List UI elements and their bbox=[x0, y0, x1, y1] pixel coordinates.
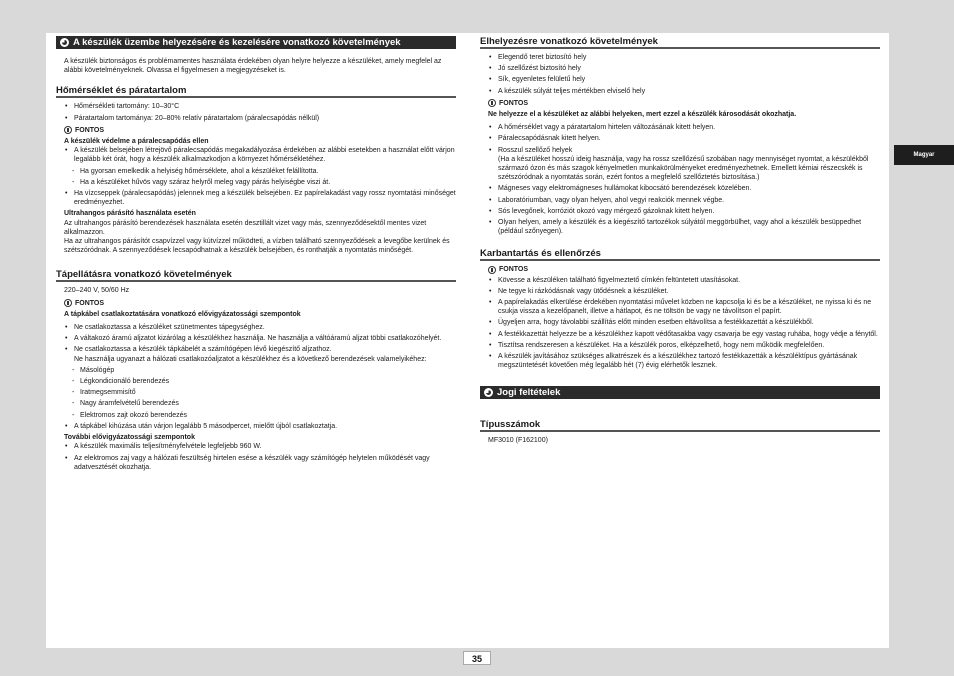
list-item: • Olyan helyen, amely a készülék és a kiegészítő tartozékok súlyától meggörbülhet, vagy ahol a készülék besüppedhet (például szőnyegen). bbox=[480, 218, 880, 236]
list-item: • Ügyeljen arra, hogy távolabbi szállítás előtt minden esetben eltávolítsa a festékkazettát a készülékből. bbox=[480, 318, 880, 327]
fontos-label: FONTOS bbox=[488, 265, 880, 274]
list-item: • A készülék maximális teljesítményfelvétele legfeljebb 960 W. bbox=[56, 442, 456, 451]
subheading-condensation: A készülék védelme a páralecsapódás ellen bbox=[64, 138, 209, 146]
document-page bbox=[46, 33, 889, 648]
dash-item: - Elektromos zajt okozó berendezés bbox=[56, 411, 456, 420]
dash-item: - Ha a készüléket hűvös vagy száraz helyről meleg vagy párás helyiségbe viszi át. bbox=[56, 178, 456, 187]
list-item: • Ne tegye ki rázkódásnak vagy ütődésnek a készüléket. bbox=[480, 287, 880, 296]
placement-list bbox=[480, 53, 880, 96]
list-item: • A festékkazettát helyezze be a készülékhez kapott védőtasakba vagy csavarja be egy vastag ruhába, hogy védje a fénytől. bbox=[480, 330, 880, 339]
list-item-text: Ne csatlakoztassa a készülék tápkábelét a számítógépen lévő kiegészítő aljzathoz. bbox=[74, 346, 332, 354]
dash-item: - Másológép bbox=[56, 366, 456, 375]
list-item: • Kövesse a készüléken található figyelmeztető címkén feltüntetett utasításokat. bbox=[480, 276, 880, 285]
list-item: • Hőmérsékleti tartomány: 10–30°C bbox=[56, 102, 456, 111]
maintenance-list bbox=[480, 276, 880, 371]
section-bullet-icon bbox=[60, 38, 69, 47]
list-item bbox=[480, 146, 880, 183]
subheading-power-cord: A tápkábel csatlakoztatására vonatkozó elővigyázatossági szempontok bbox=[64, 310, 301, 318]
dash-item: - Nagy áramfelvételű berendezés bbox=[56, 399, 456, 408]
list-item: • Ha vízcseppek (páralecsapódás) jelennek meg a készülék belsejében. Ez papírelakadást vagy rossz nyomtatási minőséget eredményezhet. bbox=[56, 189, 456, 207]
list-item: • Sík, egyenletes felületű hely bbox=[480, 75, 880, 84]
list-item-note: (Ha a készüléket hosszú ideig használja, vagy ha rossz szellőzésű szobában nagy mennyiséget nyomtat, a készülékből származó ózon és más szagok kényelmetlen munkakörülményeket eredményezhetnek. Emellett kémiai részecskék is szétszóródnak a nyomtatás során, ezért fontos a megfelelő szellőztetés biztosítása.) bbox=[498, 155, 869, 182]
list-item: • Páralecsapódásnak kitett helyen. bbox=[480, 134, 880, 143]
page-number: 35 bbox=[463, 651, 491, 665]
important-icon bbox=[64, 126, 72, 134]
voltage-text: 220–240 V, 50/60 Hz bbox=[64, 287, 130, 295]
list-item: • Laboratóriumban, vagy olyan helyen, ahol vegyi reakciók mennek végbe. bbox=[480, 196, 880, 205]
important-icon bbox=[488, 99, 496, 107]
list-item: • A hőmérséklet vagy a páratartalom hirtelen változásának kitett helyen. bbox=[480, 123, 880, 132]
section-title-placement: Elhelyezésre vonatkozó követelmények bbox=[480, 36, 880, 49]
language-tab: Magyar bbox=[894, 145, 954, 165]
list-item: • Sós levegőnek, korróziót okozó vagy mérgező gázoknak kitett helyen. bbox=[480, 207, 880, 216]
list-item: • A tápkábel kihúzása után várjon legalább 5 másodpercet, mielőtt újból csatlakoztatja. bbox=[56, 422, 456, 431]
list-item: • A készülék belsejében létrejövő páralecsapódás megakadályozása érdekében az alábbi esetekben a használat előtt várjon legalább két órát, hogy a készülék alkalmazkodjon a környezet hőmérsékletéhez. bbox=[56, 146, 456, 164]
list-item: • Az elektromos zaj vagy a hálózati feszültség hirtelen esése a készülék vagy számítógép helytelen működését vagy adatvesztését okozhatja. bbox=[56, 454, 456, 472]
humidifier-text-2: Ha az ultrahangos párásítót csapvízzel vagy kútvízzel működteti, a vízben található szennyeződések a levegőbe kerülnek és szétszóródnak. A szennyeződések lecsapódhatnak a készülék belsejében, és ronthatják a nyomtatás minőségét. bbox=[64, 238, 450, 255]
subheading-avoid-places: Ne helyezze el a készüléket az alábbi helyeken, mert ezzel a készülék károsodását okozhatja. bbox=[488, 111, 797, 119]
list-item: • Páratartalom tartománya: 20–80% relatív páratartalom (páralecsapódás nélkül) bbox=[56, 114, 456, 123]
dash-item: - Légkondicionáló berendezés bbox=[56, 377, 456, 386]
model-number: MF3010 (F162100) bbox=[488, 437, 548, 445]
list-item: • A készülék javításához szükséges alkatrészek és a készülékhez tartozó festékkazetták a készüléktípus gyártásának megszüntetését követően még legalább hét (7) évig elérhetők lesznek. bbox=[480, 352, 880, 370]
list-item-text: Rosszul szellőző helyek bbox=[498, 146, 573, 154]
list-item bbox=[56, 345, 456, 363]
section-title-power: Tápellátásra vonatkozó követelmények bbox=[56, 269, 456, 282]
important-icon bbox=[64, 299, 72, 307]
list-item: • A papírelakadás elkerülése érdekében nyomtatási művelet közben ne kapcsolja ki és be a készüléket, ne nyissa ki és ne csukja vissza a kezelőpanelt, illetve a hátlapot, és ne töltsön be vagy ne távolítson el papírt. bbox=[480, 298, 880, 316]
power-cord-list bbox=[56, 323, 456, 431]
further-list bbox=[56, 442, 456, 472]
left-column bbox=[56, 36, 456, 474]
section-title-temperature: Hőmérséklet és páratartalom bbox=[56, 85, 456, 98]
right-column bbox=[480, 36, 880, 446]
list-item: • Ne csatlakoztassa a készüléket szünetmentes tápegységhez. bbox=[56, 323, 456, 332]
condensation-list bbox=[56, 146, 456, 207]
important-icon bbox=[488, 266, 496, 274]
list-item: • Jó szellőzést biztosító hely bbox=[480, 64, 880, 73]
section-title-maintenance: Karbantartás és ellenőrzés bbox=[480, 248, 880, 261]
list-item: • Mágneses vagy elektromágneses hullámokat kibocsátó berendezések közelében. bbox=[480, 184, 880, 193]
list-item: • A készülék súlyát teljes mértékben elviselő hely bbox=[480, 87, 880, 96]
dash-item: - Iratmegsemmisítő bbox=[56, 388, 456, 397]
list-item-text: Ne használja ugyanazt a hálózati csatlakozóaljzatot a készülékhez és a következő berendezések valamelyikéhez: bbox=[74, 355, 427, 363]
fontos-label: FONTOS bbox=[64, 126, 456, 135]
temperature-list bbox=[56, 102, 456, 122]
intro-text: A készülék biztonságos és problémamentes használata érdekében olyan helyre helyezze a készüléket, amely megfelel az alábbi követelményeknek. Olvassa el figyelmesen a megjegyzéseket is. bbox=[64, 58, 442, 75]
list-item: • Tisztítsa rendszeresen a készüléket. Ha a készülék poros, elképzelhető, hogy nem működik megfelelően. bbox=[480, 341, 880, 350]
list-item: • Elegendő teret biztosító hely bbox=[480, 53, 880, 62]
humidifier-text-1: Az ultrahangos párásító berendezések használata esetén desztillált vizet vagy más, szennyeződésektől mentes vizet alkalmazzon. bbox=[64, 219, 427, 236]
dash-item: - Ha gyorsan emelkedik a helyiség hőmérséklete, ahol a készüléket felállította. bbox=[56, 167, 456, 176]
fontos-label: FONTOS bbox=[64, 299, 456, 308]
requirements-header-bar bbox=[56, 36, 456, 49]
section-title-models: Típusszámok bbox=[480, 419, 880, 432]
fontos-label: FONTOS bbox=[488, 99, 880, 108]
subheading-humidifier: Ultrahangos párásító használata esetén bbox=[64, 210, 196, 218]
requirements-header: A készülék üzembe helyezésére és kezelésére vonatkozó követelmények bbox=[73, 37, 401, 48]
legal-header: Jogi feltételek bbox=[497, 387, 561, 399]
list-item: • A váltakozó áramú aljzatot kizárólag a készülékhez használja. Ne használja a váltóáramú aljzat többi csatlakozóhelyét. bbox=[56, 334, 456, 343]
legal-header-bar bbox=[480, 386, 880, 399]
section-bullet-icon bbox=[484, 388, 493, 397]
avoid-list bbox=[480, 123, 880, 236]
subheading-further: További elővigyázatossági szempontok bbox=[64, 434, 195, 442]
